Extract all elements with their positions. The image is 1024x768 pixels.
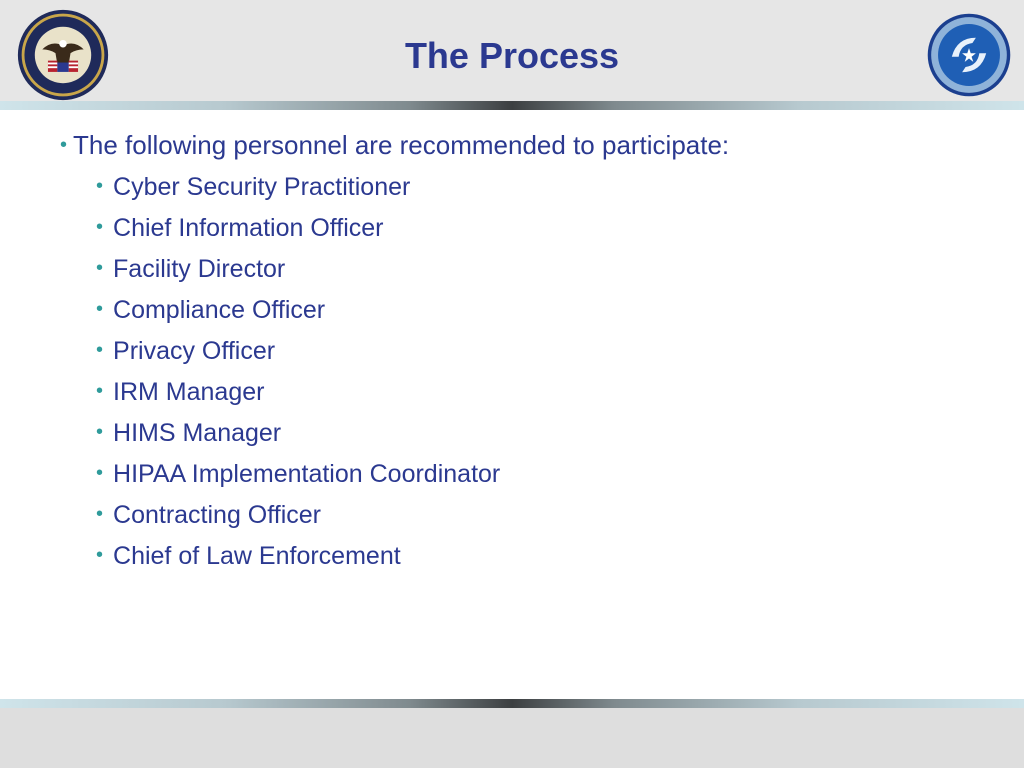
header-divider (0, 101, 1024, 110)
bullet-icon: • (60, 134, 68, 156)
footer-divider (0, 699, 1024, 708)
list-item (60, 291, 980, 332)
bullet-icon: • (96, 462, 104, 484)
slide-footer (0, 708, 1024, 768)
list-item-text: Facility Director (113, 255, 286, 283)
bullet-icon: • (96, 503, 104, 525)
list-item (60, 455, 980, 496)
list-item-text: HIMS Manager (113, 419, 282, 447)
slide-body (60, 126, 980, 578)
list-item (60, 168, 980, 209)
bullet-icon: • (96, 380, 104, 402)
list-item-text: Contracting Officer (113, 501, 321, 529)
bullet-icon: • (96, 421, 104, 443)
list-item-text: Privacy Officer (113, 337, 276, 365)
bullet-icon: • (96, 216, 104, 238)
list-item-text: IRM Manager (113, 378, 265, 406)
list-item (60, 373, 980, 414)
bullet-icon: • (96, 257, 104, 279)
list-item-text: Chief of Law Enforcement (113, 542, 401, 570)
list-item (60, 332, 980, 373)
list-item-text: Compliance Officer (113, 296, 326, 324)
list-item (60, 414, 980, 455)
list-item (60, 496, 980, 537)
main-bullet (60, 126, 980, 168)
list-item (60, 250, 980, 291)
slide-title: The Process (404, 35, 620, 76)
list-item-text: Cyber Security Practitioner (113, 173, 411, 201)
bullet-icon: • (96, 544, 104, 566)
list-item (60, 537, 980, 578)
bullet-icon: • (96, 175, 104, 197)
list-item (60, 209, 980, 250)
bullet-icon: • (96, 298, 104, 320)
main-bullet-text: The following personnel are recommended to participate: (73, 130, 730, 160)
list-item-text: Chief Information Officer (113, 214, 384, 242)
list-item-text: HIPAA Implementation Coordinator (113, 460, 501, 488)
bullet-icon: • (96, 339, 104, 361)
